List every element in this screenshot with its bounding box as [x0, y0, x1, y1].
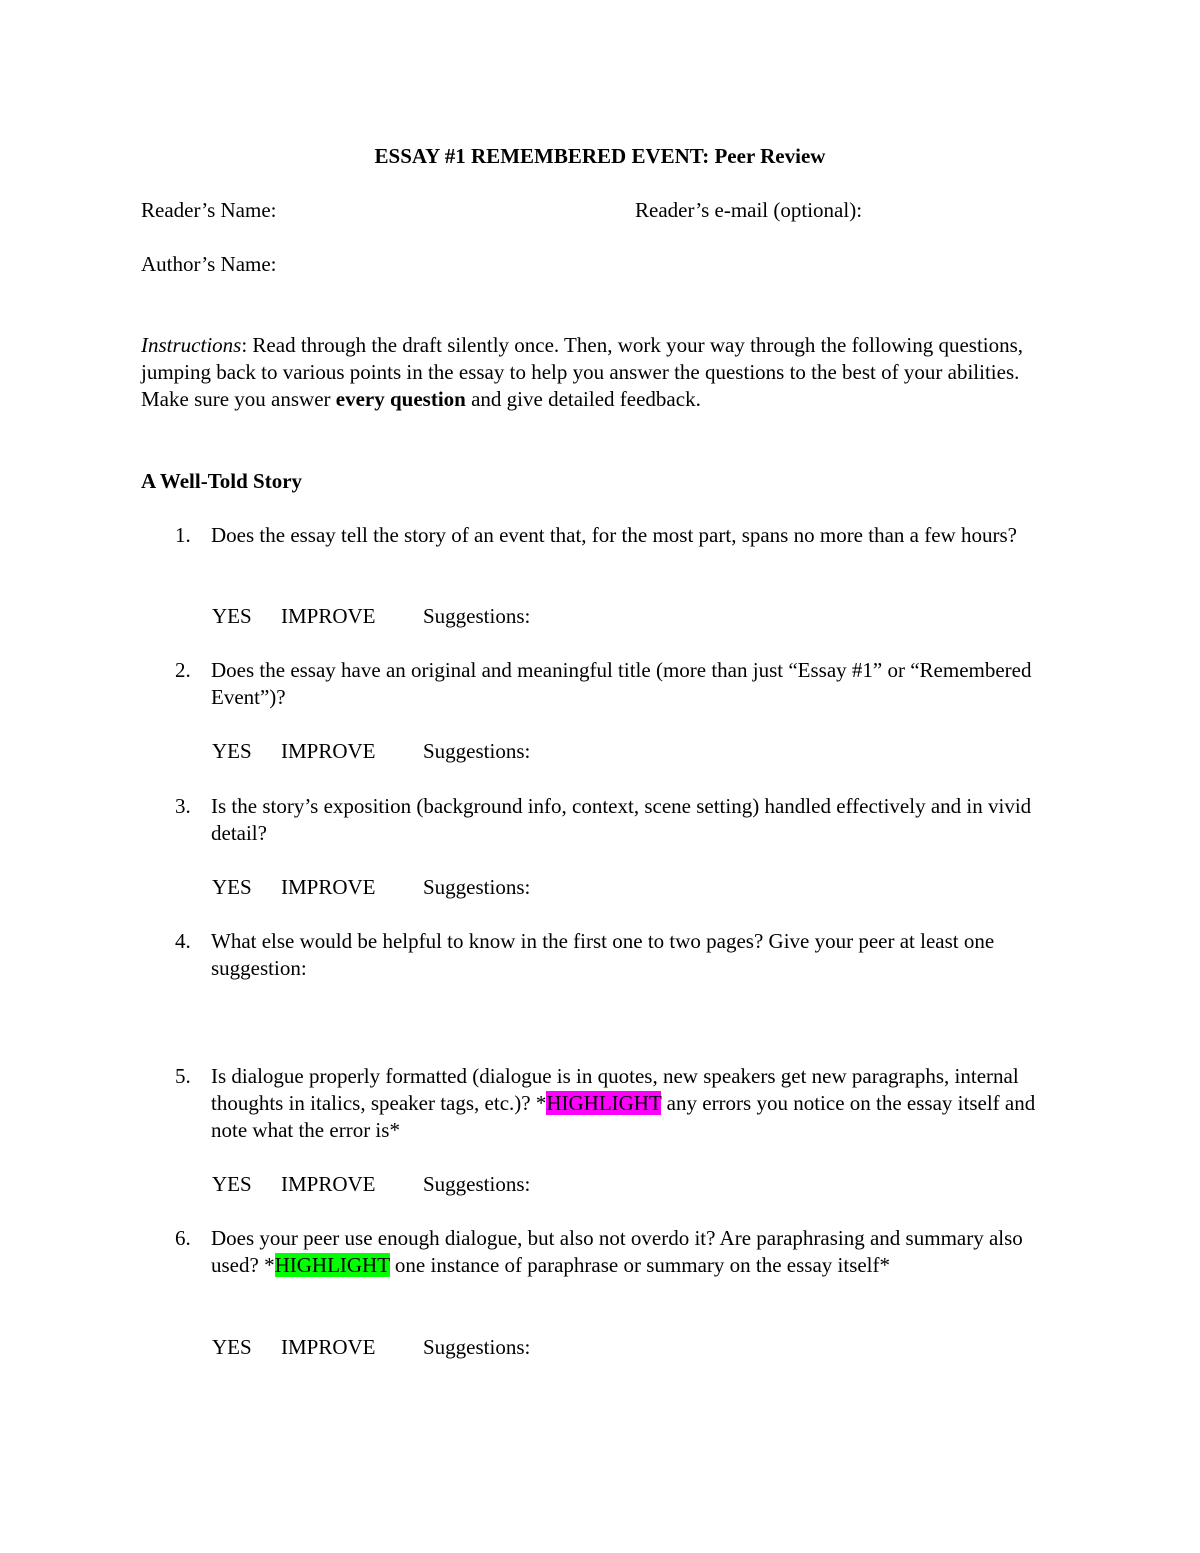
section-heading: A Well-Told Story [141, 469, 303, 493]
question-text: Does the essay tell the story of an event that, for the most part, spans no more than a few hours? [211, 523, 1017, 547]
improve-option: IMPROVE [281, 1335, 376, 1359]
readers-name-label: Reader’s Name: [141, 198, 277, 222]
suggestions-label: Suggestions: [423, 1172, 531, 1196]
question-number: 4. [175, 929, 191, 953]
instructions-paragraph [141, 332, 1061, 413]
question-2 [175, 657, 1060, 711]
instructions-bold: every question [335, 387, 466, 411]
suggestions-label: Suggestions: [423, 875, 531, 899]
yes-option: YES [212, 604, 252, 628]
instructions-label: Instructions [141, 333, 242, 357]
question-1 [175, 522, 1060, 549]
authors-name-label: Author’s Name: [141, 252, 277, 276]
suggestions-label: Suggestions: [423, 604, 531, 628]
answer-row-2 [212, 738, 530, 765]
highlight-label-green: HIGHLIGHT [274, 1253, 390, 1277]
improve-option: IMPROVE [281, 1172, 376, 1196]
question-text [211, 1063, 1060, 1144]
question-text: Is the story’s exposition (background info, context, scene setting) handled effectively and in vivid detail? [211, 794, 1032, 845]
yes-option: YES [212, 1172, 252, 1196]
question-text [211, 1225, 1060, 1279]
instructions-text-before: : Read through the draft silently once. Then, work your way through the following questions, jumping back to various points in the essay to help you answer the questions to the best of your abilities. Make sure you answer [141, 333, 1024, 411]
document-title: ESSAY #1 REMEMBERED EVENT: Peer Review [374, 144, 826, 168]
question-6 [175, 1225, 1060, 1279]
question-number: 1. [175, 523, 191, 547]
question-text-after: one instance of paraphrase or summary on the essay itself* [389, 1253, 891, 1277]
highlight-label-pink: HIGHLIGHT [546, 1091, 662, 1115]
answer-row-6 [212, 1334, 530, 1361]
question-number: 6. [175, 1226, 191, 1250]
question-number: 3. [175, 794, 191, 818]
question-text-after: any errors you notice on the essay itself and note what the error is* [211, 1091, 1036, 1142]
question-text-before: Does your peer use enough dialogue, but also not overdo it? Are paraphrasing and summary also used? * [211, 1226, 1023, 1277]
yes-option: YES [212, 739, 252, 763]
answer-row-1 [212, 603, 530, 630]
yes-option: YES [212, 875, 252, 899]
question-number: 2. [175, 658, 191, 682]
improve-option: IMPROVE [281, 604, 376, 628]
question-text-before: Is dialogue properly formatted (dialogue is in quotes, new speakers get new paragraphs, internal thoughts in italics, speaker tags, etc.)? * [211, 1064, 1019, 1115]
yes-option: YES [212, 1335, 252, 1359]
question-5 [175, 1063, 1060, 1144]
question-text: What else would be helpful to know in the first one to two pages? Give your peer at least one suggestion: [211, 929, 995, 980]
suggestions-label: Suggestions: [423, 1335, 531, 1359]
answer-row-5 [212, 1171, 530, 1198]
readers-email-label: Reader’s e-mail (optional): [635, 198, 863, 222]
instructions-text-after: and give detailed feedback. [465, 387, 701, 411]
improve-option: IMPROVE [281, 739, 376, 763]
answer-row-3 [212, 874, 530, 901]
question-text: Does the essay have an original and meaningful title (more than just “Essay #1” or “Remembered Event”)? [211, 658, 1032, 709]
question-number: 5. [175, 1064, 191, 1088]
question-3 [175, 793, 1060, 847]
improve-option: IMPROVE [281, 875, 376, 899]
question-4 [175, 928, 1060, 982]
suggestions-label: Suggestions: [423, 739, 531, 763]
